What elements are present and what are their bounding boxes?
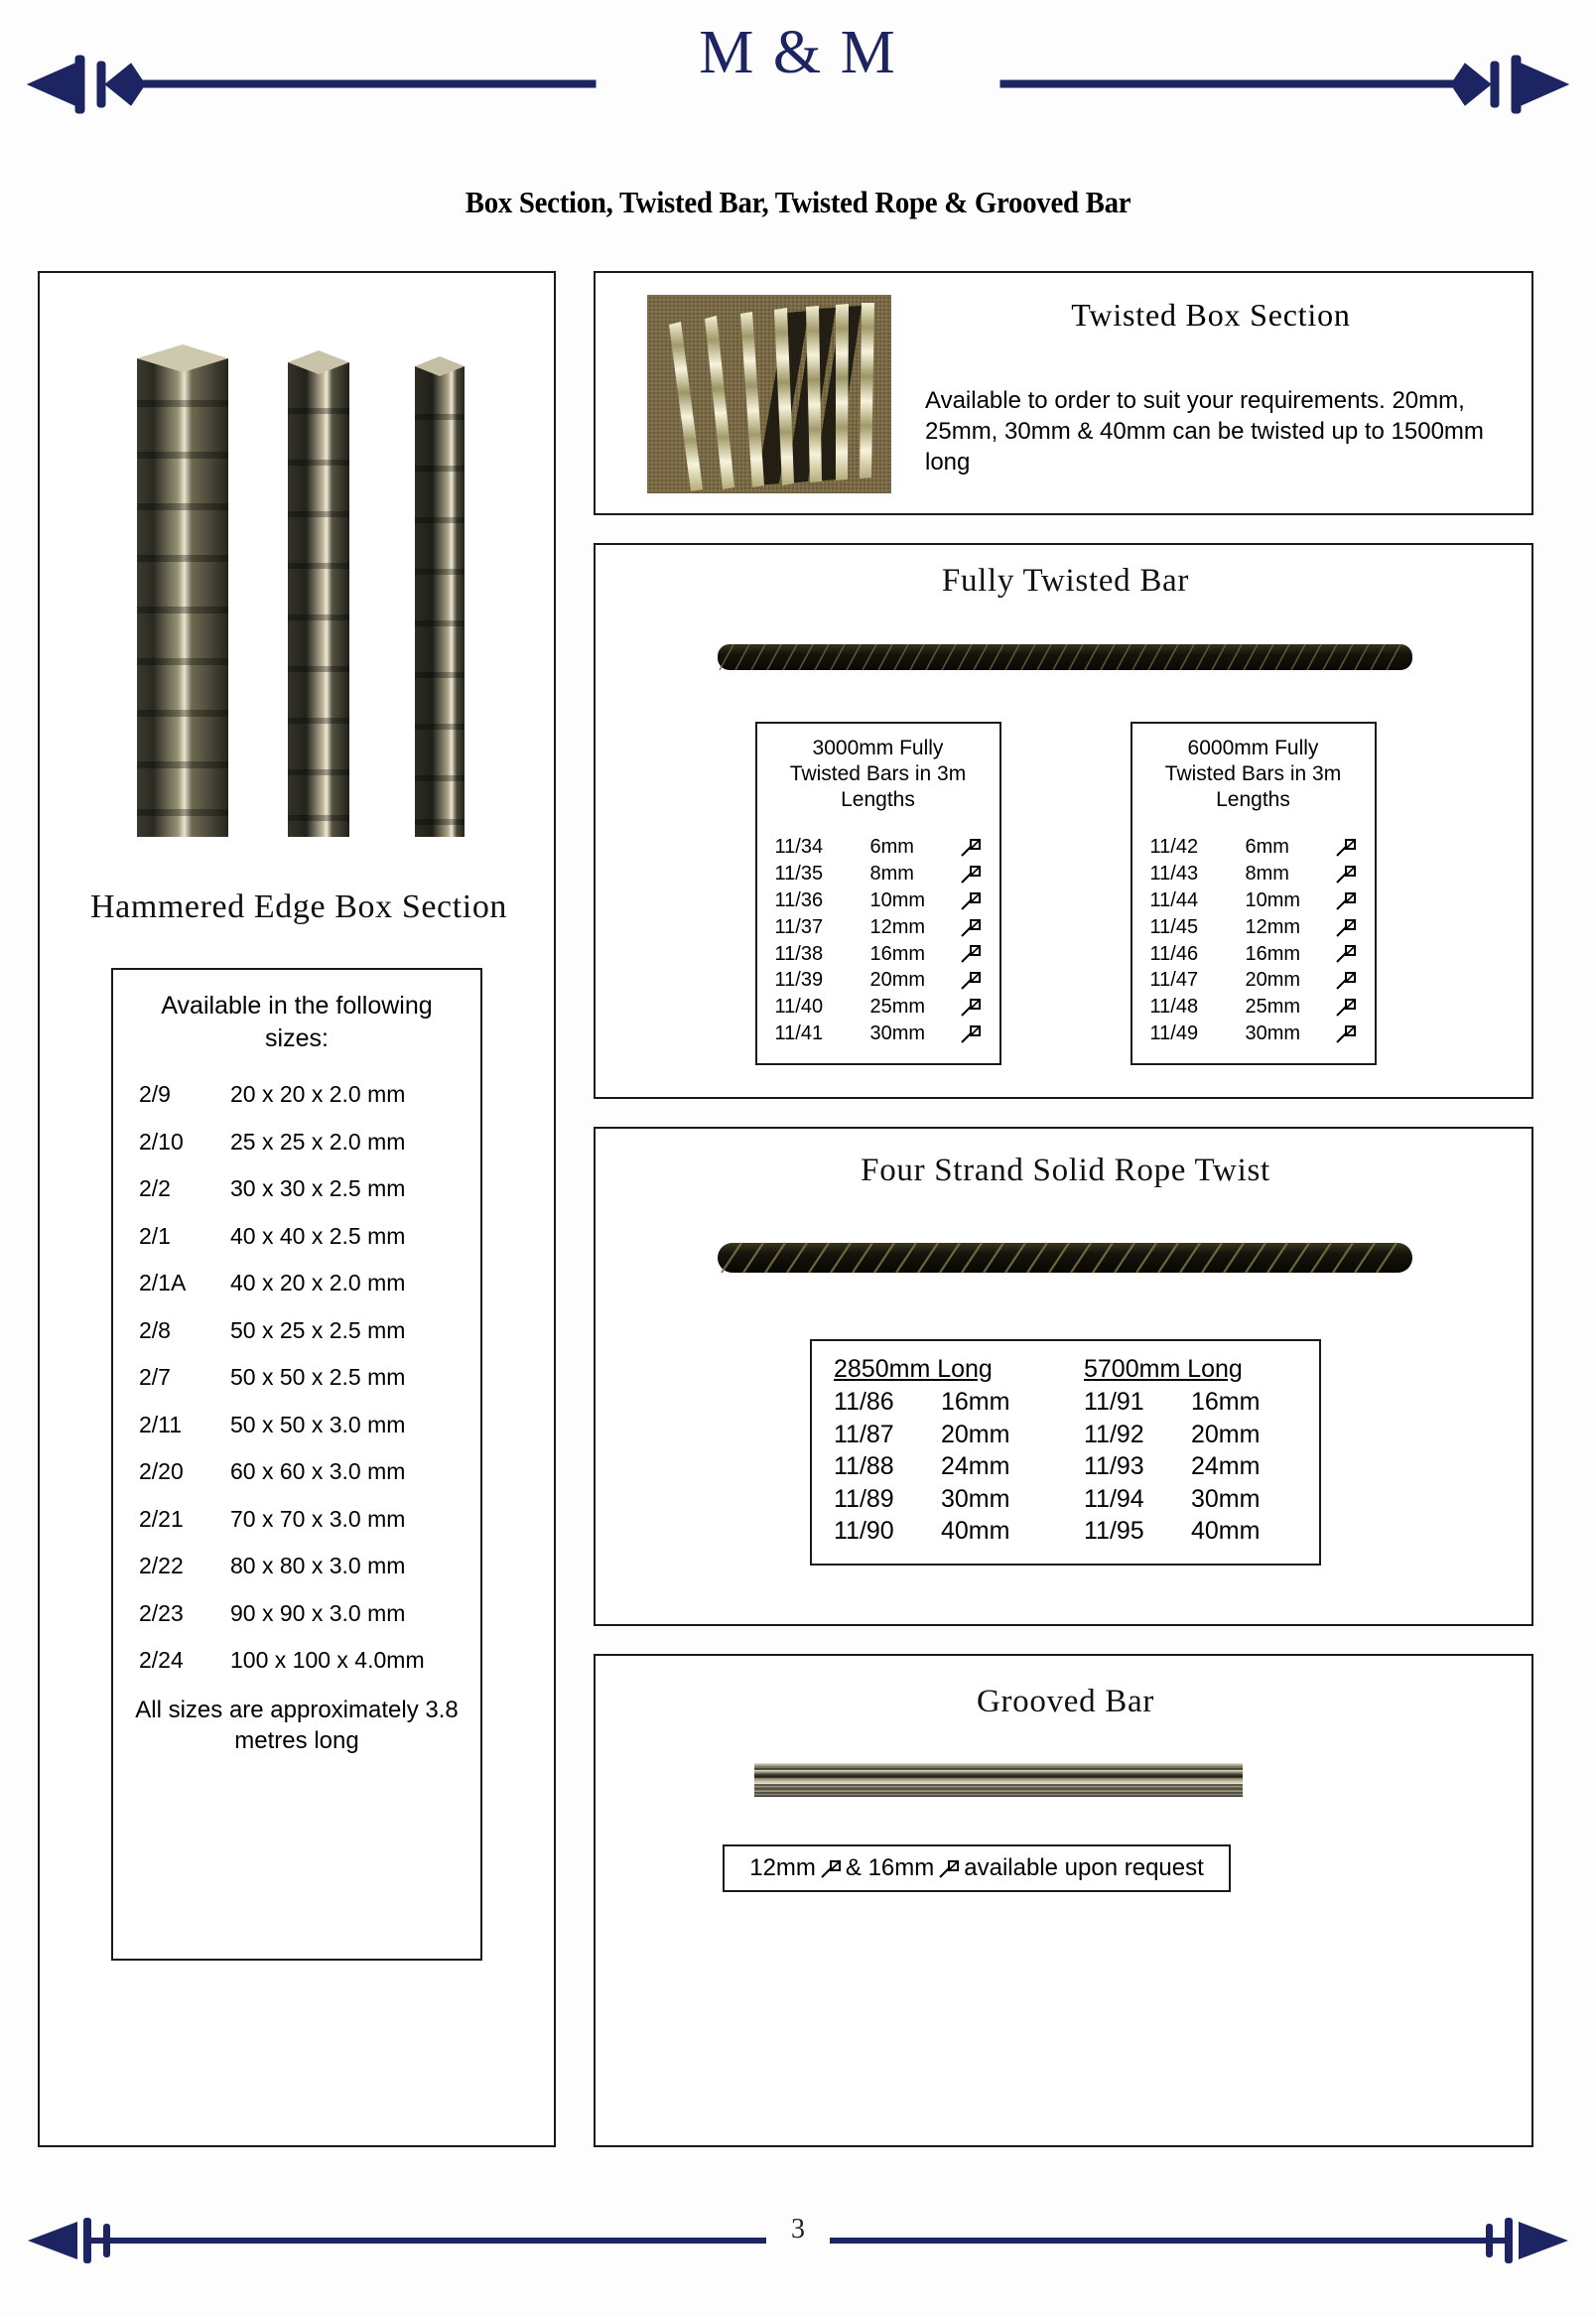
table-row [1084, 1419, 1297, 1451]
grooved-bar-heading: Grooved Bar [976, 1684, 1155, 1719]
table-row [1150, 967, 1357, 994]
size-code: 2/10 [139, 1128, 184, 1155]
table-row [775, 941, 982, 968]
product-size: 30mm [941, 1484, 1010, 1513]
sizes-heading-line1: Available in the following [161, 992, 433, 1020]
product-size: 16mm [869, 942, 926, 965]
rope-column-heading: 5700mm Long [1084, 1355, 1243, 1383]
product-code: 11/91 [1084, 1388, 1144, 1416]
table-row [775, 914, 982, 941]
product-code: 11/46 [1149, 942, 1199, 965]
twisted-box-section-photo [647, 295, 891, 493]
size-row [139, 1317, 470, 1344]
table-row [834, 1450, 1047, 1483]
product-code: 11/95 [1084, 1517, 1144, 1545]
size-code: 2/11 [139, 1411, 183, 1437]
brand-logo: M & M [699, 19, 897, 86]
table-row [1150, 941, 1357, 968]
note-size-16mm: & 16mm [845, 1854, 935, 1881]
square-bar-symbol-icon [820, 1854, 842, 1882]
page-number: 3 [791, 2214, 805, 2245]
product-size: 10mm [869, 889, 926, 912]
sizes-list [113, 1081, 480, 1674]
product-code: 11/40 [774, 996, 824, 1019]
square-bar-symbol-icon [938, 1854, 960, 1882]
square-bar-symbol-icon [952, 941, 982, 968]
size-row [139, 1600, 470, 1627]
size-dimension: 100 x 100 x 4.0mm [230, 1647, 425, 1673]
product-size: 12mm [1245, 915, 1301, 938]
fully-twisted-bar-tables [596, 722, 1535, 1065]
sizes-heading-line2: sizes: [265, 1024, 329, 1052]
product-size: 24mm [941, 1452, 1010, 1480]
product-size: 8mm [1245, 863, 1289, 886]
product-size: 25mm [869, 996, 926, 1019]
box-bar-2 [288, 350, 349, 837]
four-strand-rope-panel [594, 1127, 1533, 1626]
product-size: 16mm [1191, 1388, 1261, 1416]
square-bar-symbol-icon [1327, 861, 1357, 887]
table-row [1150, 834, 1357, 861]
size-code: 2/21 [139, 1505, 184, 1532]
table-row [1084, 1483, 1297, 1516]
size-code: 2/2 [139, 1175, 171, 1201]
rope-column-2850 [834, 1355, 1047, 1548]
table-row [775, 994, 982, 1021]
size-dimension: 20 x 20 x 2.0 mm [230, 1081, 406, 1107]
product-code: 11/38 [774, 942, 824, 965]
size-row [139, 1270, 470, 1296]
twisted-box-section-text-block [923, 297, 1499, 478]
size-dimension: 50 x 25 x 2.5 mm [230, 1316, 406, 1343]
size-code: 2/1 [139, 1222, 171, 1249]
sizes-heading [113, 984, 480, 1055]
size-dimension: 80 x 80 x 3.0 mm [230, 1553, 406, 1578]
product-size: 20mm [869, 969, 926, 992]
product-code: 11/34 [774, 836, 824, 859]
product-code: 11/42 [1149, 836, 1199, 859]
table-row [1084, 1515, 1297, 1548]
table-row [834, 1386, 1047, 1419]
product-code: 11/39 [774, 969, 824, 992]
size-code: 2/23 [139, 1599, 184, 1626]
page-title: Box Section, Twisted Bar, Twisted Rope & Grooved Bar [465, 185, 1131, 219]
size-row [139, 1175, 470, 1202]
product-code: 11/90 [834, 1517, 894, 1545]
size-code: 2/7 [139, 1364, 171, 1390]
table-row [775, 834, 982, 861]
box-bar-3 [415, 356, 465, 837]
fully-twisted-bar-panel [594, 543, 1533, 1099]
rope-size-table [810, 1339, 1321, 1566]
twisted-box-section-body: Available to order to suit your requirements. 20mm, 25mm, 30mm & 40mm can be twisted up to 1500mm long [925, 387, 1484, 477]
product-size: 16mm [941, 1388, 1010, 1416]
size-row [139, 1647, 470, 1674]
product-code: 11/89 [834, 1484, 894, 1513]
table-row [775, 887, 982, 914]
table-row [1084, 1450, 1297, 1483]
square-bar-symbol-icon [952, 834, 982, 861]
table-row [1150, 861, 1357, 887]
product-code: 11/86 [834, 1388, 894, 1416]
product-code: 11/93 [1084, 1452, 1144, 1480]
product-code: 11/49 [1149, 1022, 1199, 1045]
rope-column-heading: 2850mm Long [834, 1355, 993, 1383]
product-size: 20mm [941, 1420, 1010, 1448]
size-row [139, 1458, 470, 1485]
four-strand-rope-twist-photo [718, 1236, 1412, 1280]
product-size: 24mm [1191, 1452, 1261, 1480]
square-bar-symbol-icon [1327, 887, 1357, 914]
table-row [1150, 1021, 1357, 1047]
size-code: 2/20 [139, 1458, 184, 1484]
table-heading: 6000mm Fully Twisted Bars in 3m Lengths [1164, 737, 1342, 811]
size-code: 2/22 [139, 1553, 184, 1578]
hammered-edge-panel [38, 271, 556, 2147]
size-row [139, 1506, 470, 1533]
twisted-box-section-panel [594, 271, 1533, 515]
grooved-bar-note [723, 1844, 1231, 1892]
size-row [139, 1364, 470, 1391]
table-row [834, 1515, 1047, 1548]
twisted-box-section-heading: Twisted Box Section [1071, 297, 1351, 333]
product-size: 20mm [1191, 1420, 1261, 1448]
product-code: 11/92 [1084, 1420, 1144, 1448]
size-code: 2/9 [139, 1081, 171, 1107]
fully-twisted-bar-heading: Fully Twisted Bar [941, 563, 1190, 599]
square-bar-symbol-icon [952, 994, 982, 1021]
square-bar-symbol-icon [1327, 941, 1357, 968]
available-sizes-box [111, 968, 482, 1961]
size-row [139, 1129, 470, 1156]
sizes-note: All sizes are approximately 3.8 metres long [135, 1696, 459, 1755]
table-row [1084, 1386, 1297, 1419]
size-dimension: 70 x 70 x 3.0 mm [230, 1505, 406, 1532]
square-bar-symbol-icon [1327, 994, 1357, 1021]
size-code: 2/24 [139, 1647, 184, 1673]
product-code: 11/43 [1149, 863, 1199, 886]
product-size: 6mm [869, 836, 914, 859]
product-code: 11/45 [1149, 915, 1199, 938]
size-dimension: 60 x 60 x 3.0 mm [230, 1458, 406, 1484]
product-size: 12mm [869, 915, 926, 938]
product-size: 30mm [1245, 1022, 1301, 1045]
hammered-edge-heading: Hammered Edge Box Section [89, 888, 508, 925]
square-bar-symbol-icon [1327, 914, 1357, 941]
product-size: 25mm [1245, 996, 1301, 1019]
grooved-bar-panel [594, 1654, 1533, 2147]
size-row [139, 1081, 470, 1108]
size-code: 2/8 [139, 1316, 171, 1343]
table-row [1150, 887, 1357, 914]
square-bar-symbol-icon [952, 861, 982, 887]
twisted-bar-table-6000 [1130, 722, 1377, 1065]
rope-column-5700 [1084, 1355, 1297, 1548]
table-row [775, 861, 982, 887]
size-row [139, 1223, 470, 1250]
size-row [139, 1553, 470, 1579]
four-strand-rope-heading: Four Strand Solid Rope Twist [861, 1153, 1270, 1188]
square-bar-symbol-icon [952, 887, 982, 914]
hammered-edge-box-section-photo [99, 321, 496, 837]
product-size: 16mm [1245, 942, 1301, 965]
table-row [834, 1419, 1047, 1451]
size-dimension: 90 x 90 x 3.0 mm [230, 1599, 406, 1626]
size-dimension: 40 x 40 x 2.5 mm [230, 1222, 406, 1249]
product-size: 40mm [1191, 1517, 1261, 1545]
size-code: 2/1A [139, 1270, 187, 1295]
product-size: 30mm [869, 1022, 926, 1045]
table-row [775, 967, 982, 994]
size-dimension: 40 x 20 x 2.0 mm [230, 1270, 406, 1295]
table-row [1150, 914, 1357, 941]
size-dimension: 50 x 50 x 2.5 mm [230, 1364, 406, 1390]
product-code: 11/41 [774, 1022, 824, 1045]
product-code: 11/44 [1149, 889, 1199, 912]
product-code: 11/35 [774, 863, 824, 886]
note-availability: available upon request [964, 1854, 1204, 1881]
size-row [139, 1412, 470, 1438]
product-code: 11/37 [774, 915, 824, 938]
size-dimension: 50 x 50 x 3.0 mm [230, 1411, 406, 1437]
product-size: 30mm [1191, 1484, 1261, 1513]
table-row [1150, 994, 1357, 1021]
product-code: 11/88 [834, 1452, 894, 1480]
product-size: 20mm [1245, 969, 1301, 992]
product-size: 10mm [1245, 889, 1301, 912]
product-size: 8mm [869, 863, 914, 886]
note-size-12mm: 12mm [749, 1854, 816, 1881]
square-bar-symbol-icon [1327, 1021, 1357, 1047]
product-code: 11/48 [1149, 996, 1199, 1019]
square-bar-symbol-icon [952, 1021, 982, 1047]
grooved-bar-photo [750, 1755, 1247, 1805]
product-code: 11/94 [1084, 1484, 1144, 1513]
size-dimension: 25 x 25 x 2.0 mm [230, 1128, 406, 1155]
box-bar-1 [137, 344, 228, 837]
product-code: 11/36 [774, 889, 824, 912]
size-dimension: 30 x 30 x 2.5 mm [230, 1175, 406, 1201]
table-row [775, 1021, 982, 1047]
square-bar-symbol-icon [952, 967, 982, 994]
square-bar-symbol-icon [1327, 834, 1357, 861]
twisted-bar-table-3000 [755, 722, 1001, 1065]
square-bar-symbol-icon [952, 914, 982, 941]
product-size: 6mm [1245, 836, 1289, 859]
fully-twisted-bar-photo [718, 639, 1412, 675]
product-code: 11/47 [1149, 969, 1199, 992]
square-bar-symbol-icon [1327, 967, 1357, 994]
table-row [834, 1483, 1047, 1516]
table-heading: 3000mm Fully Twisted Bars in 3m Lengths [789, 737, 967, 811]
product-size: 40mm [941, 1517, 1010, 1545]
product-code: 11/87 [834, 1420, 894, 1448]
